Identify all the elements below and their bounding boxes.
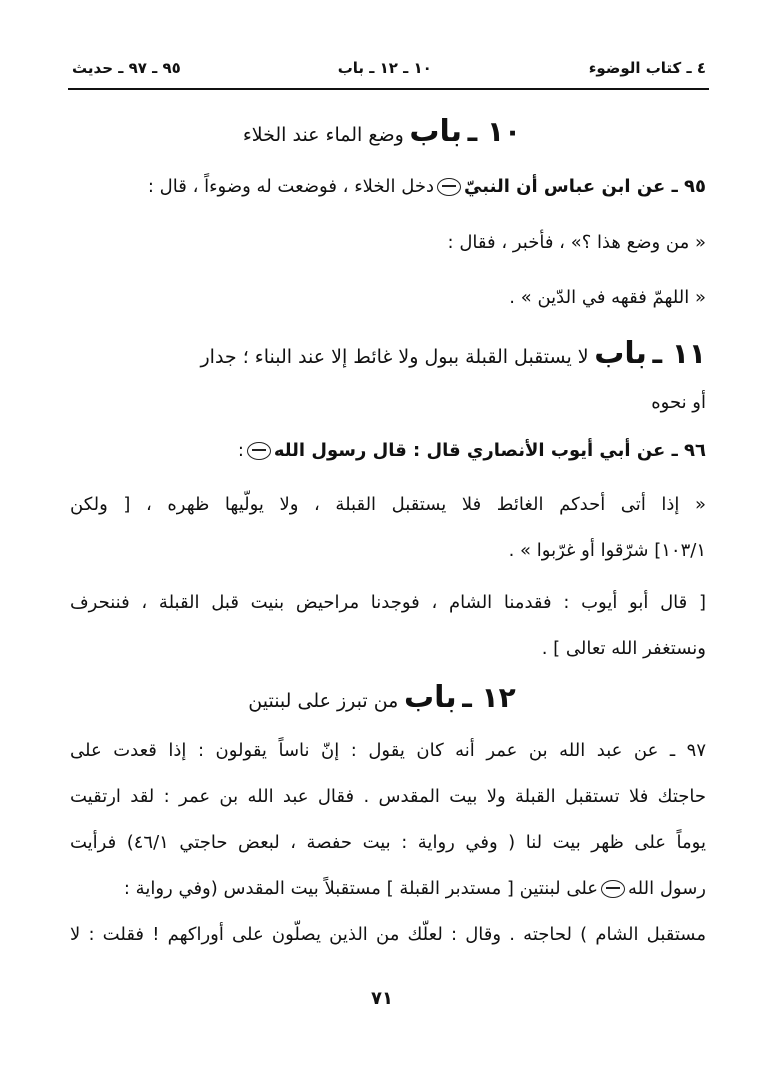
hadith-96-line-4: [ قال أبو أيوب : فقدمنا الشام ، فوجدنا مراحيض بنيت قبل القبلة ، فننحرف <box>70 592 706 613</box>
hadith-95-line-1 <box>70 172 706 202</box>
salawat-icon <box>247 442 271 460</box>
section-heading-10 <box>0 114 764 149</box>
header-chapter: ٤ ـ كتاب الوضوء <box>588 59 706 77</box>
page-number: ٧١ <box>371 988 393 1009</box>
header-rule <box>68 88 709 90</box>
header-chapters-range: ١٠ ـ ١٢ ـ باب <box>337 59 432 77</box>
section-word: باب <box>594 336 647 371</box>
hadith-97-line-1: ٩٧ ـ عن عبد الله بن عمر أنه كان يقول : إنّ ناساً يقولون : إذا قعدت على <box>70 740 706 761</box>
section-title: وضع الماء عند الخلاء <box>242 124 404 146</box>
section-number: ١٢ ـ <box>462 681 516 714</box>
hadith-97-text: على لبنتين [ مستدبر القبلة ] مستقبلاً بيت المقدس (وفي رواية : <box>123 878 599 899</box>
hadith-97-line-3: يوماً على ظهر بيت لنا ( وفي رواية : بيت حفصة ، لبعض حاجتي ٤٦/١) فرأيت <box>70 832 706 853</box>
section-title: لا يستقبل القبلة ببول ولا غائط إلا عند البناء ؛ جدار <box>200 346 589 368</box>
section-title: من تبرز على لبنتين <box>248 690 399 712</box>
hadith-96-line-2: « إذا أتى أحدكم الغائط فلا يستقبل القبلة ، ولا يولّيها ظهره ، [ ولكن <box>70 494 706 515</box>
salawat-icon <box>601 880 625 898</box>
hadith-96-narration: ٩٦ ـ عن أبي أيوب الأنصاري قال : قال رسول الله <box>273 440 706 461</box>
hadith-95-line-3: « اللهمّ فقهه في الدّين » . <box>509 287 706 308</box>
running-header <box>72 56 706 80</box>
hadith-97-messenger: رسول الله <box>628 878 706 899</box>
hadith-96-line-5: ونستغفر الله تعالى ] . <box>541 638 706 659</box>
hadith-96-colon: : <box>237 440 244 461</box>
section-11-continuation: أو نحوه <box>651 392 706 413</box>
hadith-97-line-2: حاجتك فلا تستقبل القبلة ولا بيت المقدس . فقال عبد الله بن عمر : لقد ارتقيت <box>70 786 706 807</box>
hadith-96-line-3: ١٠٣/١] شرّقوا أو غرّبوا » . <box>508 540 706 561</box>
hadith-96-line-1 <box>70 436 706 466</box>
section-heading-12 <box>0 680 764 715</box>
section-word: باب <box>403 680 457 715</box>
section-number: ١٠ ـ <box>467 115 522 148</box>
header-hadith-range: ٩٥ ـ ٩٧ ـ حديث <box>72 59 181 77</box>
section-word: باب <box>409 114 463 149</box>
hadith-95-line-2: « من وضع هذا ؟» ، فأخبر ، فقال : <box>447 232 706 253</box>
hadith-95-text: دخل الخلاء ، فوضعت له وضوءاً ، قال : <box>147 176 435 197</box>
hadith-97-line-4 <box>70 874 706 904</box>
hadith-95-narration: ٩٥ ـ عن ابن عباس أن النبيّ <box>464 176 706 197</box>
hadith-97-line-5: مستقبل الشام ) لحاجته . وقال : لعلّك من الذين يصلّون على أوراكهم ! فقلت : لا <box>70 924 706 945</box>
salawat-icon <box>437 178 461 196</box>
section-heading-11 <box>70 336 706 371</box>
section-number: ١١ ـ <box>652 337 706 370</box>
